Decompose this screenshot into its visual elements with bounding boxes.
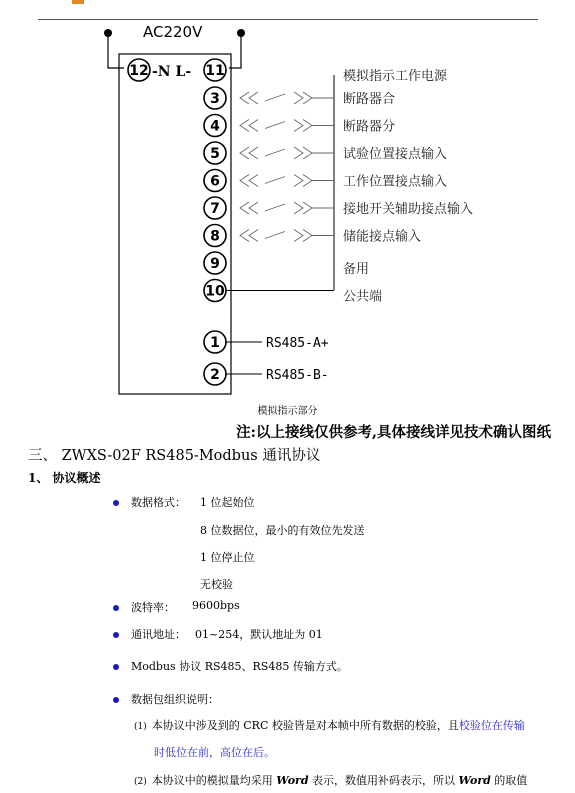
note-1-highlight-cont: 时低位在前，高位在后。	[154, 746, 275, 759]
subsection-title: 1、 协议概述	[28, 471, 101, 485]
section-title: 三、 ZWXS-02F RS485-Modbus 通讯协议	[28, 448, 321, 464]
wiring-note: 注:以上接线仅供参考,具体接线详见技术确认图纸	[236, 424, 551, 441]
input-label-power: 模拟指示工作电源	[343, 69, 448, 84]
note-1-number: (1)	[134, 722, 147, 732]
input-connector	[240, 230, 334, 242]
note-2-word-1: Word	[276, 774, 309, 787]
packet-label: 数据包组织说明：	[131, 693, 219, 706]
bullet-dot	[113, 632, 119, 638]
modbus-line: Modbus 协议 RS485、RS485 传输方式。	[131, 660, 348, 673]
format-label: 数据格式：	[131, 496, 186, 509]
format-line-3: 1 位停止位	[200, 551, 255, 564]
supply-label: AC220V	[143, 23, 203, 41]
pin-4-label: 4	[210, 118, 220, 135]
input-label-6: 工作位置接点输入	[343, 174, 448, 190]
note-1-text: 本协议中涉及到的 CRC 校验皆是对本帧中所有数据的校验，且	[151, 719, 459, 732]
pin-9-label: 9	[210, 256, 220, 272]
baud-value: 9600bps	[192, 599, 240, 612]
input-connector	[240, 175, 334, 187]
bullet-dot	[113, 697, 119, 703]
input-label-8: 储能接点输入	[343, 229, 422, 245]
input-label-3: 断路器合	[343, 92, 396, 107]
bullet-dot	[113, 664, 119, 670]
note-2-number: (2)	[134, 777, 147, 787]
pin-2-label: 2	[210, 367, 220, 383]
input-label-7: 接地开关辅助接点输入	[343, 202, 474, 217]
input-label-5: 试验位置接点输入	[343, 147, 448, 162]
pin-8-label: 8	[210, 228, 220, 245]
protocol-note-1	[134, 717, 525, 733]
comm-label-2: RS485-B-	[266, 368, 329, 383]
input-label-10: 公共端	[343, 289, 383, 305]
comm-label-1: RS485-A+	[266, 336, 329, 351]
input-label-9: 备用	[343, 262, 370, 277]
format-line-2: 8 位数据位，最小的有效位先发送	[200, 524, 365, 537]
format-line-4: 无校验	[200, 578, 233, 591]
pin-11-label: 11	[205, 63, 225, 79]
addr-label: 通讯地址：	[131, 628, 186, 641]
note-2-word-2: Word	[458, 774, 491, 787]
input-connector	[240, 120, 334, 132]
pin-1-label: 1	[210, 335, 220, 351]
pin-10-label: 10	[205, 283, 225, 300]
note-2-text-b: 表示，数值用补码表示，所以	[308, 774, 459, 787]
pin-6-label: 6	[210, 173, 220, 190]
baud-label: 波特率：	[131, 601, 175, 614]
pin-7-label: 7	[210, 201, 220, 217]
pin-12-label: 12	[129, 63, 149, 79]
input-connector	[240, 202, 334, 214]
note-2-text-a: 本协议中的模拟量均采用	[151, 774, 277, 787]
note-1-highlight: 校验位在传输	[458, 719, 525, 732]
input-label-4: 断路器分	[343, 119, 396, 135]
pin-3-label: 3	[210, 91, 220, 107]
figure-caption: 模拟指示部分	[257, 406, 318, 417]
power-pin-nl-label: -N L-	[152, 64, 192, 80]
protocol-note-2	[134, 772, 527, 788]
input-connector	[240, 92, 334, 104]
format-line-1: 1 位起始位	[200, 496, 255, 509]
input-connector	[240, 147, 334, 159]
bullet-dot	[113, 605, 119, 611]
note-2-text-c: 的取值	[490, 774, 528, 787]
pin-5-label: 5	[210, 146, 220, 162]
addr-value: 01~254，默认地址为 01	[195, 628, 323, 641]
bullet-dot	[113, 500, 119, 506]
